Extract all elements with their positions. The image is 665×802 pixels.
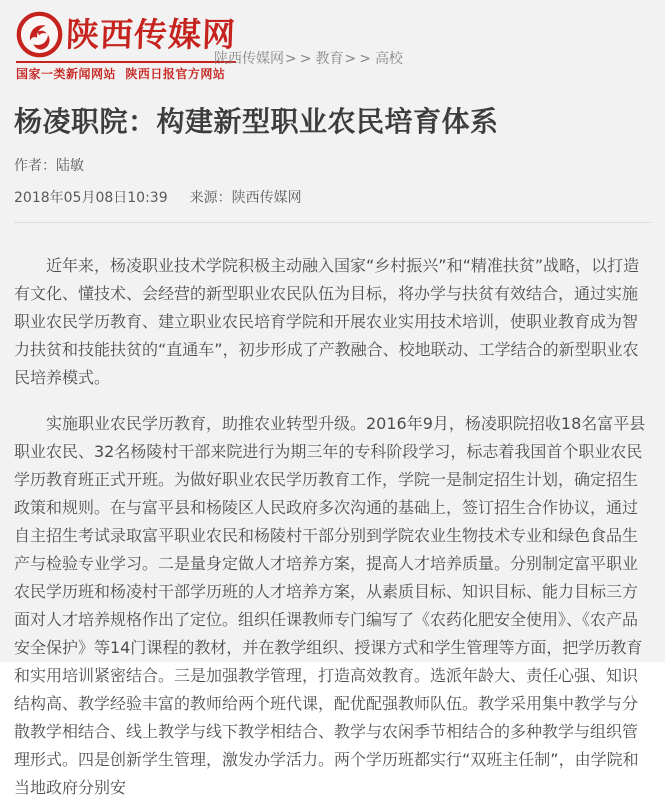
logo-row xyxy=(16,11,236,58)
article-byline xyxy=(0,155,665,175)
site-name: 陕西传媒网 xyxy=(65,15,237,54)
breadcrumb-item-home[interactable]: 陕西传媒网 xyxy=(214,51,284,67)
article-title: 杨凌职院：构建新型职业农民培育体系 xyxy=(14,105,499,138)
author-name: 陆敏 xyxy=(56,158,84,174)
article-body xyxy=(0,223,665,802)
article-paragraph: 近年来，杨凌职业技术学院积极主动融入国家“乡村振兴”和“精准扶贫”战略，以打造有文化、懂技术、会经营的新型职业农民队伍为目标，将办学与扶贫有效结合，通过实施职业农民学历教育、建立职业农民培育学院和开展农业实用技术培训，使职业教育成为智力扶贫和技能扶贫的“直通车”，初步形成了产教融合、校地联动、工学结合的新型职业农民培养模式。 xyxy=(14,256,640,387)
breadcrumb-separator: >> xyxy=(344,51,374,67)
article-dateline xyxy=(0,187,665,207)
article-paragraph: 实施职业农民学历教育，助推农业转型升级。2016年9月，杨凌职院招收18名富平县职业农民、32名杨陵村干部来院进行为期三年的专科阶段学习，标志着我国首个职业农民学历教育班正式开班。为做好职业农民学历教育工作，学院一是制定招生计划，确定招生政策和规则。在与富平县和杨陵区人民政府多次沟通的基础上，签订招生合作协议，通过自主招生考试录取富平职业农民和杨陵村干部分别到学院农业生物技术专业和绿色食品生产与检验专业学习。二是量身定做人才培养方案，提高人才培养质量。分别制定富平职业农民学历班和杨凌村干部学历班的人才培养方案，从素质目标、知识目标、能力目标三方面对人才培养规格作出了定位。组织任课教师专门编写了《农药化肥安全使用》、《农产品安全保护》等14门课程的教材，并在教学组织、授课方式和学生管理等方面，把学历教育和实用培训紧密结合。三是加强教学管理，打造高效教育。选派年龄大、责任心强、知识结构高、教学经验丰富的教师给两个班代课，配优配强教师队伍。教学采用集中教学与分散教学相结合、线上教学与线下教学相结合、教学与农闲季节相结合的多种教学与组织管理形式。四是创新学生管理，激发办学活力。两个学历班都实行“双班主任制”，由学院和当地政府分别安 xyxy=(14,414,646,797)
site-tagline: 国家一类新闻网站 陕西日报官方网站 xyxy=(16,61,236,82)
site-logo[interactable] xyxy=(16,11,236,82)
breadcrumb-item-education[interactable]: 教育 xyxy=(315,51,344,67)
site-emblem-icon xyxy=(16,11,63,58)
author-label: 作者： xyxy=(14,158,56,174)
publish-time: 2018年05月08日10:39 xyxy=(14,190,168,206)
article-source xyxy=(190,190,302,206)
source-name: 陕西传媒网 xyxy=(231,190,302,206)
breadcrumb-item-college[interactable]: 高校 xyxy=(374,51,403,67)
site-header xyxy=(0,0,665,82)
breadcrumb-separator: >> xyxy=(285,51,315,67)
breadcrumb xyxy=(214,48,403,68)
source-label: 来源： xyxy=(189,190,232,206)
